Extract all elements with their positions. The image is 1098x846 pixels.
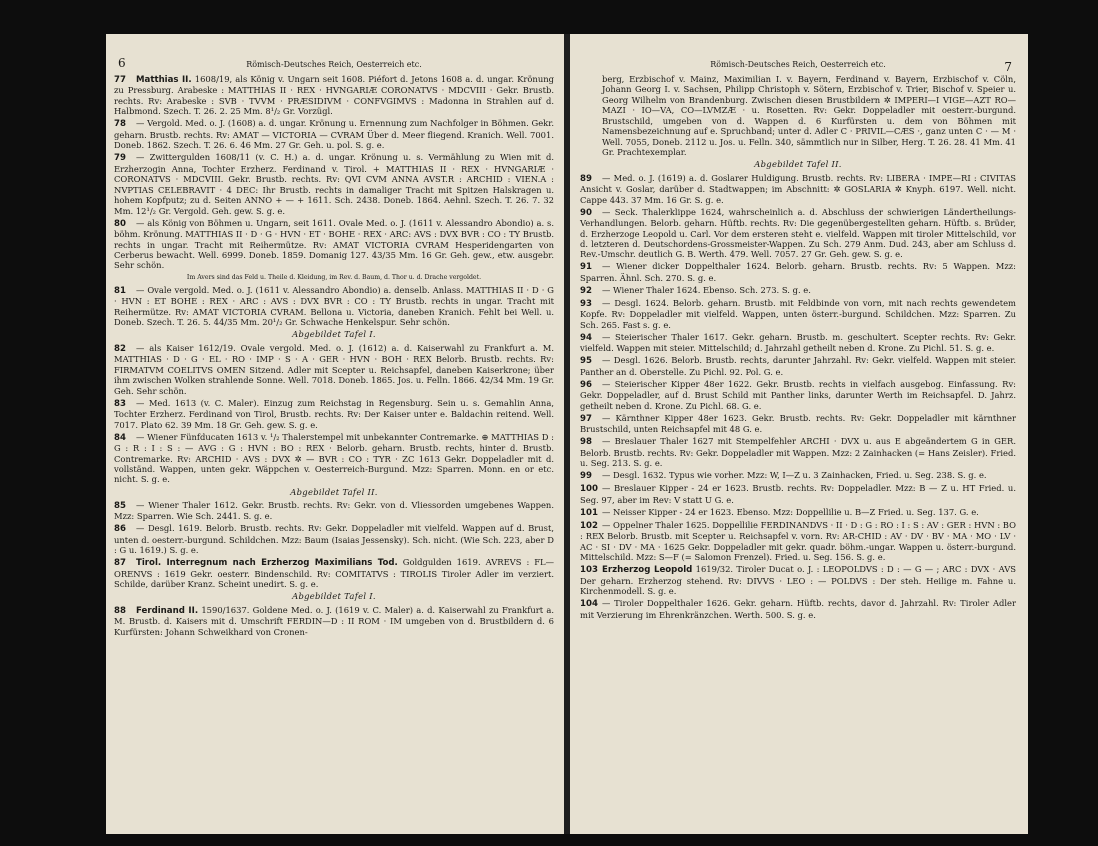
catalogue-entry bbox=[580, 285, 1016, 296]
entry-text: — Ovale vergold. Med. o. J. (1611 v. Alessandro Abondio) a. denselb. Anlass. MATTHIAS II · D · G · HVN : ET BOHE : REX · ARC : AVS : DVX BVR : CO : TY Brustb. rechts in ungar. Tracht mit Reihermütze. Rv: AMAT VICTORIA CVRAM. Bellona u. Victoria, daneben Kranich. Fehlt bei Well. u. Doneb. Szech. T. 26. 5. 44/35 Mm. 20¹/₂ Gr. Schwache Henkelspur. Sehr schön. bbox=[114, 284, 554, 328]
entry-text: — Med. o. J. (1619) a. d. Goslarer Huldigung. Brustb. rechts. Rv: LIBERA · IMPE—RI : CIVITAS Ansicht v. Goslar, darüber d. Stadtwappen; im Abschnitt: ✲ GOSLARIA ✲ Knyph. 6197. Well. nicht. Cappe 443. 37 Mm. 16 Gr. S. g. e. bbox=[580, 172, 1016, 205]
catalogue-entry bbox=[580, 332, 1016, 354]
catalogue-entry bbox=[114, 285, 554, 328]
entry-list bbox=[580, 74, 1016, 620]
catalogue-entry bbox=[114, 118, 554, 150]
entry-number: 86 bbox=[114, 524, 126, 535]
entry-number: 103 bbox=[580, 565, 598, 576]
entry-note: Im Avers sind das Feld u. Theile d. Kleidung, im Rev. d. Baum, d. Thor u. d. Drache vergoldet. bbox=[186, 273, 482, 281]
entry-number: 84 bbox=[114, 432, 126, 443]
catalogue-entry bbox=[114, 398, 554, 430]
ruler-name: Ferdinand II. bbox=[136, 605, 199, 616]
entry-number: 94 bbox=[580, 332, 592, 343]
entry-text: Goldgulden 1619. AVREVS : FL—ORENVS : 1619 Gekr. oesterr. Bindenschild. Rv: COMITATVS : TIROLIS Tiroler Adler im verziert. Schilde, darüber Kranz. Scheint unedirt. S. g. e. bbox=[114, 557, 554, 590]
catalogue-entry bbox=[114, 343, 554, 396]
entry-text: — Vergold. Med. o. J. (1608) a. d. ungar. Krönung u. Ernennung zum Nachfolger in Böhmen. Gekr. geharn. Brustb. rechts. Rv: AMAT — VICTORIA — CVRAM Über d. Meer fliegend. Kranich. Well. 7001. Doneb. 1862. Szech. T. 26. 6. 46 Mm. 27 Gr. Geh. u. pol. S. g. e. bbox=[114, 118, 554, 151]
entry-number: 92 bbox=[580, 285, 592, 296]
ruler-name: Erzherzog Leopold bbox=[602, 565, 693, 576]
entry-text: — als König von Böhmen u. Ungarn, seit 1611. Ovale Med. o. J. (1611 v. Alessandro Abondio) a. s. böhm. Krönung. MATTHIAS II · D · G · HVN · ET · BOHE · REX · ARC: AVS : DVX BVR : CO : TY Brustb. rechts in ungar. Tracht mit Reihermütze. Rv: AMAT VICTORIA CVRAM Hesperidengarten von Cerberus bewacht. Well. 6999. Doneb. 1859. Domanig 127. 43/35 Mm. 16 Gr. Geh. gew., etw. ausgebr. Sehr schön. bbox=[114, 217, 554, 271]
right-page bbox=[570, 34, 1028, 834]
entry-number: 81 bbox=[114, 285, 126, 296]
entry-text: — Breslauer Kipper - 24 er 1623. Brustb. rechts. Rv: Doppeladler. Mzz: B — Z u. HT Fried. u. Seg. 97, aber im Rev: V statt U G. e. bbox=[580, 483, 1016, 505]
entry-number: 88 bbox=[114, 605, 126, 616]
entry-number: 77 bbox=[114, 75, 126, 85]
page-number: 6 bbox=[118, 56, 126, 70]
catalogue-entry bbox=[580, 520, 1016, 563]
page-number: 7 bbox=[1004, 60, 1012, 74]
entry-number: 93 bbox=[580, 299, 592, 310]
entry-text: 1619/32. Tiroler Ducat o. J. : LEOPOLDVS : D : — G — ; ARC : DVX · AVS Der geharn. Erzherzog stehend. Rv: DIVVS · LEO : — POLDVS : Der steh. Heilige m. Fahne u. Kirchenmodell. S. g. e. bbox=[580, 564, 1016, 597]
entry-number: 78 bbox=[114, 119, 126, 130]
entry-number: 91 bbox=[580, 262, 592, 273]
catalogue-entry bbox=[580, 413, 1016, 435]
plate-caption: Abgebildet Tafel II. bbox=[754, 159, 842, 170]
entry-number: 96 bbox=[580, 379, 592, 390]
entry-text: — Desgl. 1619. Belorb. Brustb. rechts. Rv: Gekr. Doppeladler mit vielfeld. Wappen auf d. Brust, unten d. oesterr.-burgund. Schildchen. Mzz: Baum (Isaias Jessensky). Sch. nicht. (Wie Sch. 223, aber D : G u. 1619.) S. g. e. bbox=[114, 523, 554, 556]
entry-number: 83 bbox=[114, 398, 126, 409]
entry-number: 90 bbox=[580, 207, 592, 218]
entry-list bbox=[114, 74, 554, 637]
running-head bbox=[114, 58, 554, 74]
catalogue-entry bbox=[114, 152, 554, 216]
catalogue-entry bbox=[580, 74, 1016, 158]
ruler-name: Matthias II. bbox=[136, 75, 192, 85]
running-title: Römisch-Deutsches Reich, Oesterreich etc. bbox=[710, 60, 886, 69]
catalogue-entry bbox=[114, 218, 554, 271]
entry-text: — Zwittergulden 1608/11 (v. C. H.) a. d. ungar. Krönung u. s. Vermählung zu Wien mit d. Erzherzogin Anna, Tochter Erzherz. Ferdinand v. Tirol. + MATTHIAS II · REX · HVNGARIÆ · CORONATVS · MDCVIII. Gekr. Brustb. rechts. Rv: QVI CVM ANNA AVST.R : ARCHID : VIEN.A : NVPTIAS CELEBRAVIT · 4 DEC: Ihr Brustb. rechts in damaliger Tracht mit Spitzen Halskragen u. hohem Kopfputz; zu d. Seiten ANNO + — + 1611. Sch. 2438. Doneb. 1864. Aehnl. Szech. T. 26. 7. 32 Mm. 12¹/₂ Gr. Vergold. Geh. gew. S. g. e. bbox=[114, 152, 554, 216]
entry-text: — Wiener Thaler 1612. Gekr. Brustb. rechts. Rv: Gekr. von d. Vliessorden umgebenes Wappen. Mzz: Sparren. Wie Sch. 2441. S. g. e. bbox=[114, 499, 554, 522]
left-page bbox=[106, 34, 564, 834]
catalogue-entry bbox=[580, 173, 1016, 205]
entry-text: — Desgl. 1632. Typus wie vorher. Mzz: W, I—Z u. 3 Zainhacken, Fried. u. Seg. 238. S. g. e. bbox=[602, 470, 987, 481]
catalogue-entry bbox=[580, 483, 1016, 505]
catalogue-entry bbox=[580, 298, 1016, 330]
entry-text: — Neisser Kipper - 24 er 1623. Ebenso. Mzz: Doppellilie u. B—Z Fried. u. Seg. 137. G. e. bbox=[602, 506, 979, 517]
plate-caption: Abgebildet Tafel I. bbox=[292, 591, 376, 602]
entry-number: 89 bbox=[580, 173, 592, 184]
entry-number: 101 bbox=[580, 507, 598, 518]
catalogue-entry bbox=[580, 564, 1016, 596]
running-title: Römisch-Deutsches Reich, Oesterreich etc. bbox=[246, 60, 422, 69]
catalogue-entry bbox=[580, 507, 1016, 518]
catalogue-entry bbox=[580, 261, 1016, 283]
entry-number: 82 bbox=[114, 343, 126, 354]
entry-number: 98 bbox=[580, 437, 592, 448]
catalogue-entry bbox=[580, 207, 1016, 260]
entry-text: — Kärnthner Kipper 48er 1623. Gekr. Brustb. rechts. Rv: Gekr. Doppeladler mit kärnthner Brustschild, unten Reichsapfel mit 48 G. e. bbox=[580, 412, 1016, 435]
entry-text: — Med. 1613 (v. C. Maler). Einzug zum Reichstag in Regensburg. Sein u. s. Gemahlin Anna, Tochter Erzherz. Ferdinand von Tirol, Brustb. rechts. Rv: Der Kaiser unter e. Baldachin reitend. Well. 7017. Plato 62. 39 Mm. 18 Gr. Geh. gew. S. g. e. bbox=[114, 397, 554, 430]
entry-text: — Wiener Thaler 1624. Ebenso. Sch. 273. S. g. e. bbox=[602, 284, 811, 295]
running-head bbox=[580, 58, 1016, 74]
catalogue-entry bbox=[580, 598, 1016, 620]
entry-text: — Oppelner Thaler 1625. Doppellilie FERDINANDVS · II · D : G : RO : I : S : AV : GER : HVN : BO : REX Belorb. Brustb. mit Scepter u. Reichsapfel v. vorn. Rv: AR-CHID : AV · DV · BV · MA · MO · LV · AC · SI · DV · MA · 1625 Gekr. Doppeladler mit gekr. quadr. böhm.-ungar. Wappen u. österr.-burgund. Mittelschild. Mzz: S—F (= Salomon Frenzel). Fried. u. Seg. 156. S. g. e. bbox=[580, 519, 1016, 563]
entry-text: — Wiener Fünfducaten 1613 v. ¹/₂ Thalerstempel mit unbekannter Contremarke. ⊕ MATTHIAS D : G : R : I : S : — AVG : G : HVN : BO : REX · Belorb. geharn. Brustb. rechts, hinter d. Brustb. Contremarke. Rv: ARCHID · AVS : DVX ✲ — BVR : CO : TYR · ZC 1613 Gekr. Doppeladler mit d. vollständ. Wappen, unten gekr. Wäppchen v. Oesterreich-Burgund. Mzz: Sparren. Monn. en or etc. nicht. S. g. e. bbox=[114, 431, 554, 485]
entry-text: — Steierischer Thaler 1617. Gekr. geharn. Brustb. m. geschultert. Scepter rechts. Rv: Gekr. vielfeld. Wappen mit steier. Mittelschild; d. Jahrzahl getheilt neben d. Krone. Zu Pichl. 51. S. g. e. bbox=[580, 331, 1016, 354]
catalogue-entry bbox=[114, 74, 554, 117]
plate-caption: Abgebildet Tafel II. bbox=[290, 486, 378, 497]
entry-number: 80 bbox=[114, 218, 126, 229]
catalogue-entry bbox=[114, 523, 554, 555]
ruler-name: Tirol. Interregnum nach Erzherzog Maximilians Tod. bbox=[136, 558, 398, 569]
entry-text: — Steierischer Kipper 48er 1622. Gekr. Brustb. rechts in vielfach ausgebog. Einfassung. Rv: Gekr. Doppeladler, auf d. Brust Schild mit Panther links, darunter Werth im Reichsapfel. D. Jahrz. getheilt neben d. Krone. Zu Pichl. 68. G. e. bbox=[580, 378, 1016, 411]
entry-text: berg, Erzbischof v. Mainz, Maximilian I. v. Bayern, Ferdinand v. Bayern, Erzbischof v. Cöln, Johann Georg I. v. Sachsen, Philipp Christoph v. Sötern, Erzbischof v. Trier, Bischof v. Speier u. Georg Wilhelm von Brandenburg. Zwischen diesen Brustbildern ✲ IMPERI—I VIGE—AZT RO—MAZI · IO—VA, CO—LVMZÆ · u. Rosetten. Rv: Gekr. Doppeladler mit oesterr.-burgund. Brustschild, umgeben von d. Wappen d. 6 Kurfürsten u. dem von Böhmen mit Namensbezeichnung auf e. Spruchband; unter d. Adler C · PRIVIL—CÆS ·, ganz unten C · — M · Well. 7055, Doneb. 2112 u. Jos. u. Felln. 340, sämmtlich nur in Silber, Herg. T. 26. 28. 41 Mm. 41 Gr. Prachtexemplar. bbox=[602, 74, 1016, 158]
entry-text: — Desgl. 1624. Belorb. geharn. Brustb. mit Feldbinde von vorn, mit nach rechts gewendetem Kopfe. Rv: Doppeladler mit vielfeld. Wappen, unten österr.-burgund. Schildchen. Mzz: Sparren. Zu Sch. 265. Fast s. g. e. bbox=[580, 298, 1016, 330]
entry-number: 104 bbox=[580, 599, 598, 610]
catalogue-entry bbox=[114, 557, 554, 589]
catalogue-entry bbox=[114, 500, 554, 522]
entry-text: — als Kaiser 1612/19. Ovale vergold. Med. o. J. (1612) a. d. Kaiserwahl zu Frankfurt a. M. MATTHIAS · D · G · EL · RO · IMP · S · A · GER · HVN · BOH · REX Belorb. Brustb. rechts. Rv: FIRMATVM COELITVS OMEN Sitzend. Adler mit Scepter u. Reichsapfel, daneben Kaiserkrone; über ihm zwischen Wolken strahlende Sonne. Well. 7018. Doneb. 1865. Jos. u. Felln. 1866. 42/34 Mm. 19 Gr. Geh. Sehr schön. bbox=[114, 342, 554, 396]
catalogue-entry bbox=[580, 379, 1016, 411]
catalogue-entry bbox=[114, 605, 554, 637]
catalogue-entry bbox=[580, 436, 1016, 468]
entry-number: 99 bbox=[580, 471, 592, 482]
entry-number: 95 bbox=[580, 356, 592, 367]
catalogue-entry bbox=[114, 432, 554, 485]
entry-text: — Wiener dicker Doppelthaler 1624. Belorb. geharn. Brustb. rechts. Rv: 5 Wappen. Mzz: Sparren. Ähnl. Sch. 270. S. g. e. bbox=[580, 261, 1016, 283]
entry-text: — Breslauer Thaler 1627 mit Stempelfehler ARCHI · DVX u. aus E abgeändertem G in GER. Belorb. Brustb. rechts. Rv: Gekr. Doppeladler mit Wappen. Mzz: 2 Zainhacken (= Hans Zeisler). Fried. u. Seg. 213. S. g. e. bbox=[580, 436, 1016, 469]
catalogue-entry bbox=[580, 470, 1016, 481]
entry-number: 100 bbox=[580, 484, 598, 495]
entry-number: 85 bbox=[114, 500, 126, 511]
entry-number: 87 bbox=[114, 558, 126, 569]
entry-number: 97 bbox=[580, 413, 592, 424]
entry-text: — Desgl. 1626. Belorb. Brustb. rechts, darunter Jahrzahl. Rv: Gekr. vielfeld. Wappen mit steier. Panther an d. Oberstelle. Zu Pichl. 92. Pol. G. e. bbox=[580, 355, 1016, 377]
entry-text: — Seck. Thalerklippe 1624, wahrscheinlich a. d. Abschluss der schwierigen Ländertheilungs-Verhandlungen. Belorb. geharn. Hüftb. rechts. Rv: Die gegenübergestellten geharn. Hüftb. s. Brüder, d. Erzherzoge Leopold u. Carl. Vor dem ersteren steht e. vielfeld. Wappen mit tiroler Mittelschild, vor d. letzteren d. Deutschordens-Grossmeister-Wappen. Zu Sch. 279 Anm. Dud. 243, aber am Schluss d. Rev.-Umschr. deutlich G. B. Werth. 479. Well. 7057. 27 Gr. Geh. gew. S. g. e. bbox=[580, 206, 1016, 260]
entry-number: 79 bbox=[114, 153, 126, 164]
entry-text: 1608/19, als König v. Ungarn seit 1608. Piéfort d. Jetons 1608 a. d. ungar. Krönung zu Pressburg. Arabeske : MATTHIAS II · REX · HVNGARIÆ CORONATVS · MDCVIII · Gekr. Brustb. rechts. Rv: Arabeske : SVB · TVVM · PRÆSIDIVM · CONFVGIMVS : Madonna in Strahlen auf d. Halbmond. Szech. T. 26. 2. 25 Mm. 8¹/₂ Gr. Vorzügl. bbox=[114, 74, 554, 117]
entry-number: 102 bbox=[580, 520, 598, 531]
plate-caption: Abgebildet Tafel I. bbox=[292, 329, 376, 340]
entry-text: 1590/1637. Goldene Med. o. J. (1619 v. C. Maler) a. d. Kaiserwahl zu Frankfurt a. M. Brustb. d. Kaisers mit d. Umschrift FERDIN—D : II ROM · IM umgeben von d. Brustbildern d. 6 Kurfürsten: Johann Schweikhard von Cronen- bbox=[114, 604, 554, 637]
entry-text: — Tiroler Doppelthaler 1626. Gekr. geharn. Hüftb. rechts, davor d. Jahrzahl. Rv: Tiroler Adler mit Verzierung im Ehrenkränzchen. Werth. 500. S. g. e. bbox=[580, 598, 1016, 620]
catalogue-entry bbox=[580, 355, 1016, 377]
